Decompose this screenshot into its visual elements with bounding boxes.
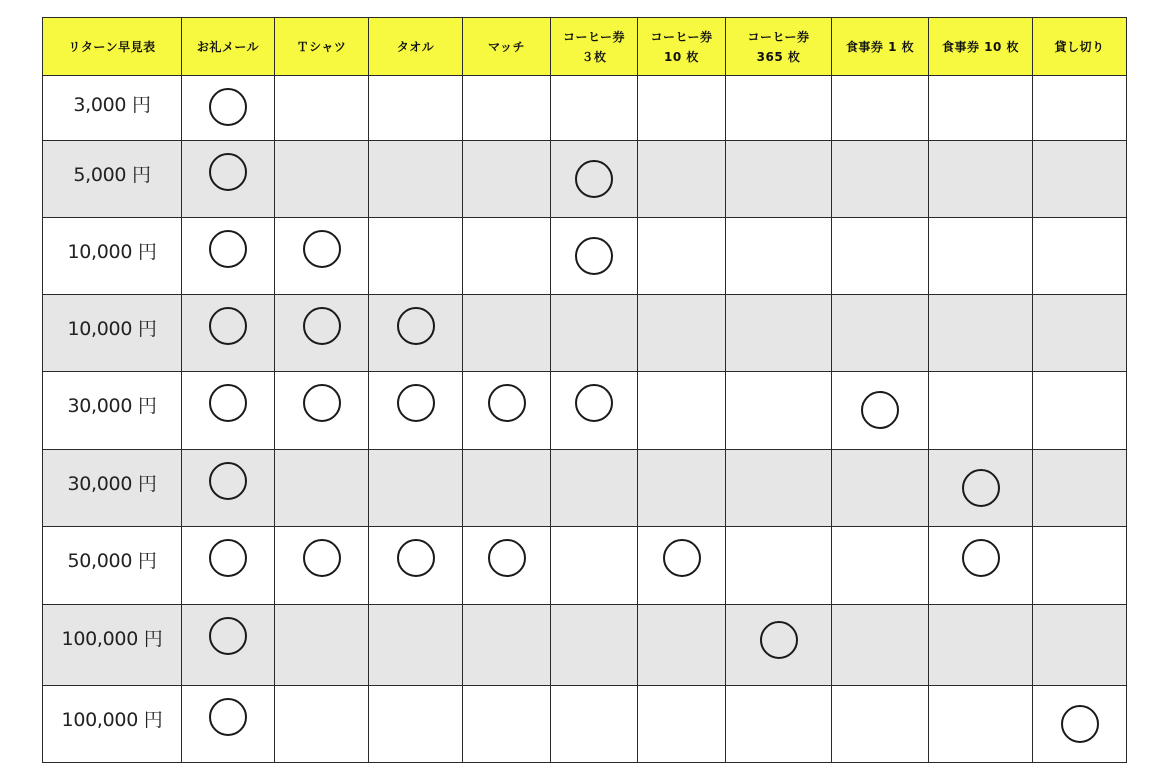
mark-cell	[369, 218, 463, 295]
table-row	[43, 686, 1127, 763]
mark-cell	[929, 450, 1033, 527]
return-overview-table	[42, 17, 1127, 763]
mark-cell	[832, 141, 929, 218]
circle-mark-icon	[962, 539, 1000, 577]
mark-cell	[182, 372, 275, 450]
mark-cell	[275, 141, 369, 218]
mark-cell	[1033, 76, 1127, 141]
circle-mark-icon	[303, 230, 341, 268]
circle-mark-icon	[209, 462, 247, 500]
table-row	[43, 295, 1127, 372]
column-header	[929, 18, 1033, 76]
price-cell: 30,000 円	[43, 372, 182, 450]
price-cell: 50,000 円	[43, 527, 182, 605]
mark-cell	[182, 218, 275, 295]
mark-cell	[551, 605, 638, 686]
column-header-label: コーヒー券	[747, 29, 810, 44]
mark-cell	[551, 372, 638, 450]
mark-cell	[929, 686, 1033, 763]
table-title: リターン早見表	[43, 18, 182, 76]
mark-cell	[182, 450, 275, 527]
mark-cell	[726, 686, 832, 763]
circle-mark-icon	[575, 237, 613, 275]
circle-mark-icon	[760, 621, 798, 659]
mark-cell	[929, 527, 1033, 605]
column-header-label: タオル	[396, 39, 435, 54]
mark-cell	[832, 372, 929, 450]
mark-cell	[726, 527, 832, 605]
mark-cell	[832, 686, 929, 763]
mark-cell	[1033, 527, 1127, 605]
table-row	[43, 372, 1127, 450]
column-header-label: 365 枚	[756, 49, 801, 64]
mark-cell	[182, 141, 275, 218]
column-header	[275, 18, 369, 76]
mark-cell	[638, 141, 726, 218]
circle-mark-icon	[575, 160, 613, 198]
mark-cell	[929, 295, 1033, 372]
price-cell: 5,000 円	[43, 141, 182, 218]
mark-cell	[929, 372, 1033, 450]
price-cell: 3,000 円	[43, 76, 182, 141]
mark-cell	[275, 450, 369, 527]
price-cell: 10,000 円	[43, 218, 182, 295]
header-row	[43, 18, 1127, 76]
price-cell: 10,000 円	[43, 295, 182, 372]
mark-cell	[182, 527, 275, 605]
mark-cell	[463, 527, 551, 605]
mark-cell	[726, 450, 832, 527]
column-header	[369, 18, 463, 76]
mark-cell	[275, 605, 369, 686]
circle-mark-icon	[209, 539, 247, 577]
mark-cell	[463, 372, 551, 450]
column-header-label: 10 枚	[664, 49, 699, 64]
mark-cell	[275, 372, 369, 450]
mark-cell	[638, 76, 726, 141]
mark-cell	[369, 141, 463, 218]
mark-cell	[929, 605, 1033, 686]
mark-cell	[369, 372, 463, 450]
column-header	[1033, 18, 1127, 76]
column-header-label: マッチ	[487, 39, 526, 54]
mark-cell	[1033, 686, 1127, 763]
mark-cell	[638, 372, 726, 450]
column-header-label: 貸し切り	[1054, 39, 1105, 54]
mark-cell	[275, 76, 369, 141]
circle-mark-icon	[209, 307, 247, 345]
mark-cell	[551, 450, 638, 527]
mark-cell	[726, 218, 832, 295]
price-cell: 30,000 円	[43, 450, 182, 527]
mark-cell	[551, 295, 638, 372]
circle-mark-icon	[209, 617, 247, 655]
circle-mark-icon	[209, 698, 247, 736]
mark-cell	[369, 686, 463, 763]
mark-cell	[275, 218, 369, 295]
table-body	[43, 76, 1127, 763]
column-header	[726, 18, 832, 76]
mark-cell	[1033, 295, 1127, 372]
mark-cell	[463, 141, 551, 218]
column-header-label: 食事券 10 枚	[941, 39, 1020, 54]
table-row	[43, 450, 1127, 527]
column-header-label: コーヒー券	[562, 29, 626, 44]
mark-cell	[832, 295, 929, 372]
circle-mark-icon	[209, 153, 247, 191]
circle-mark-icon	[303, 539, 341, 577]
mark-cell	[275, 527, 369, 605]
mark-cell	[638, 605, 726, 686]
mark-cell	[369, 450, 463, 527]
mark-cell	[726, 141, 832, 218]
mark-cell	[463, 686, 551, 763]
mark-cell	[1033, 605, 1127, 686]
mark-cell	[551, 527, 638, 605]
mark-cell	[726, 295, 832, 372]
column-header-label: 食事券 1 枚	[845, 39, 915, 54]
mark-cell	[463, 76, 551, 141]
table-row	[43, 76, 1127, 141]
mark-cell	[1033, 218, 1127, 295]
mark-cell	[929, 218, 1033, 295]
mark-cell	[929, 76, 1033, 141]
mark-cell	[638, 450, 726, 527]
circle-mark-icon	[397, 307, 435, 345]
mark-cell	[182, 295, 275, 372]
mark-cell	[369, 76, 463, 141]
circle-mark-icon	[397, 539, 435, 577]
price-cell: 100,000 円	[43, 686, 182, 763]
mark-cell	[726, 605, 832, 686]
mark-cell	[463, 605, 551, 686]
mark-cell	[369, 605, 463, 686]
mark-cell	[832, 218, 929, 295]
circle-mark-icon	[1061, 705, 1099, 743]
mark-cell	[832, 76, 929, 141]
column-header	[463, 18, 551, 76]
column-header	[551, 18, 638, 76]
mark-cell	[832, 450, 929, 527]
mark-cell	[832, 527, 929, 605]
mark-cell	[929, 141, 1033, 218]
mark-cell	[463, 295, 551, 372]
circle-mark-icon	[962, 469, 1000, 507]
column-header-label: コーヒー券	[650, 29, 713, 44]
column-header	[638, 18, 726, 76]
circle-mark-icon	[397, 384, 435, 422]
circle-mark-icon	[209, 230, 247, 268]
table-row	[43, 218, 1127, 295]
circle-mark-icon	[209, 384, 247, 422]
mark-cell	[1033, 141, 1127, 218]
mark-cell	[638, 686, 726, 763]
table-row	[43, 527, 1127, 605]
mark-cell	[832, 605, 929, 686]
mark-cell	[182, 76, 275, 141]
mark-cell	[638, 295, 726, 372]
mark-cell	[275, 295, 369, 372]
mark-cell	[638, 218, 726, 295]
mark-cell	[182, 605, 275, 686]
circle-mark-icon	[488, 539, 526, 577]
mark-cell	[726, 372, 832, 450]
circle-mark-icon	[663, 539, 701, 577]
circle-mark-icon	[209, 88, 247, 126]
column-header-label: お礼メール	[196, 39, 260, 54]
mark-cell	[1033, 450, 1127, 527]
circle-mark-icon	[303, 307, 341, 345]
circle-mark-icon	[575, 384, 613, 422]
table-row	[43, 605, 1127, 686]
column-header	[832, 18, 929, 76]
mark-cell	[551, 686, 638, 763]
mark-cell	[551, 76, 638, 141]
column-header	[182, 18, 275, 76]
column-header-label: ３枚	[581, 49, 607, 64]
mark-cell	[182, 686, 275, 763]
mark-cell	[275, 686, 369, 763]
mark-cell	[551, 218, 638, 295]
mark-cell	[463, 450, 551, 527]
circle-mark-icon	[303, 384, 341, 422]
mark-cell	[726, 76, 832, 141]
mark-cell	[551, 141, 638, 218]
circle-mark-icon	[488, 384, 526, 422]
mark-cell	[463, 218, 551, 295]
column-header-label: Ｔシャツ	[296, 39, 347, 54]
price-cell: 100,000 円	[43, 605, 182, 686]
mark-cell	[369, 295, 463, 372]
table-row	[43, 141, 1127, 218]
mark-cell	[1033, 372, 1127, 450]
circle-mark-icon	[861, 391, 899, 429]
mark-cell	[638, 527, 726, 605]
mark-cell	[369, 527, 463, 605]
